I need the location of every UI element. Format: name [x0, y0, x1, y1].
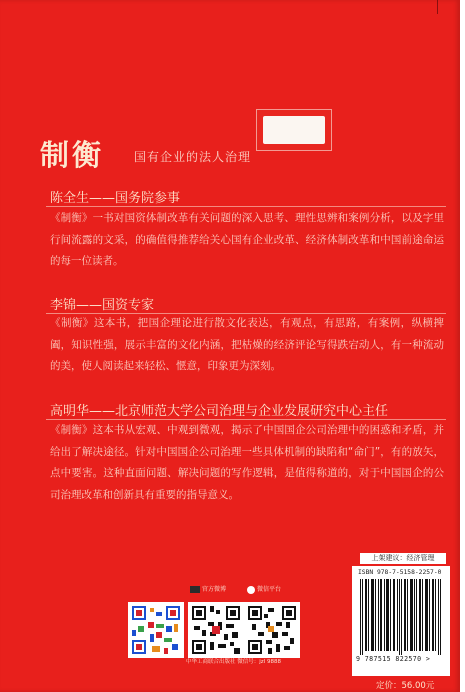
weibo-icon — [190, 586, 200, 593]
isbn-block — [352, 566, 450, 676]
qr-caption-wechat: 微信平台 — [247, 584, 281, 594]
review-text: 《制衡》这本书从宏观、中观到微观，揭示了中国国企公司治理中的困惑和矛盾，并给出了解决途径。针对中国国企公司治理一些具体机制的缺陷和“命门”，有的放矢，点中要害。这种直面问题、解决问题的写作逻辑，是值得称道的，对于中国国企的公司治理改革和创新具有重要的指导意义。 — [50, 424, 444, 501]
reviewer-name: 李锦——国资专家 — [50, 298, 155, 313]
barcode-number: 9 787515 822570 > — [356, 655, 431, 663]
publisher-note: 中华工商联合出版社 微信号：jzl 9888 — [186, 659, 281, 665]
qr-code-weibo[interactable] — [188, 602, 244, 658]
book-subtitle: 国有企业的法人治理 — [134, 150, 252, 164]
wechat-icon — [247, 586, 255, 594]
reviewer-name: 高明华——北京师范大学公司治理与企业发展研究中心主任 — [50, 404, 389, 419]
review-text: 《制衡》这本书，把国企理论进行散文化表达，有观点，有思路，有案例，纵横捭阖，知识性强，展示丰富的文化内涵，把枯燥的经济评论写得跌宕动人，有一种流动的美，使人阅读起来轻松、惬意，印象更为深刻。 — [50, 317, 444, 372]
blank-label-frame — [256, 109, 332, 151]
isbn-text: ISBN 978-7-5158-2257-0 — [358, 569, 442, 576]
qr-code-image — [190, 604, 242, 656]
qr-code-colorful[interactable] — [128, 602, 184, 658]
shelf-label: 上架建议：经济管理 — [360, 553, 446, 564]
qr-code-image — [246, 604, 298, 656]
divider-line — [46, 206, 446, 207]
qr-code-image — [130, 604, 182, 656]
price-label: 定价：56.00元 — [376, 681, 435, 691]
barcode-image — [358, 579, 444, 655]
qr-caption-weibo: 官方微博 — [190, 584, 226, 593]
review-text: 《制衡》一书对国资体制改革有关问题的深入思考、理性思辨和案例分析，以及字里行间流露的文采，的确值得推荐给关心国有企业改革、经济体制改革和中国前途命运的每一位读者。 — [50, 212, 444, 267]
qr-code-wechat[interactable] — [244, 602, 300, 658]
trim-mark — [437, 0, 438, 14]
blank-label — [263, 116, 325, 144]
reviewer-name: 陈全生——国务院参事 — [50, 191, 181, 206]
book-title: 制衡 — [40, 138, 105, 172]
